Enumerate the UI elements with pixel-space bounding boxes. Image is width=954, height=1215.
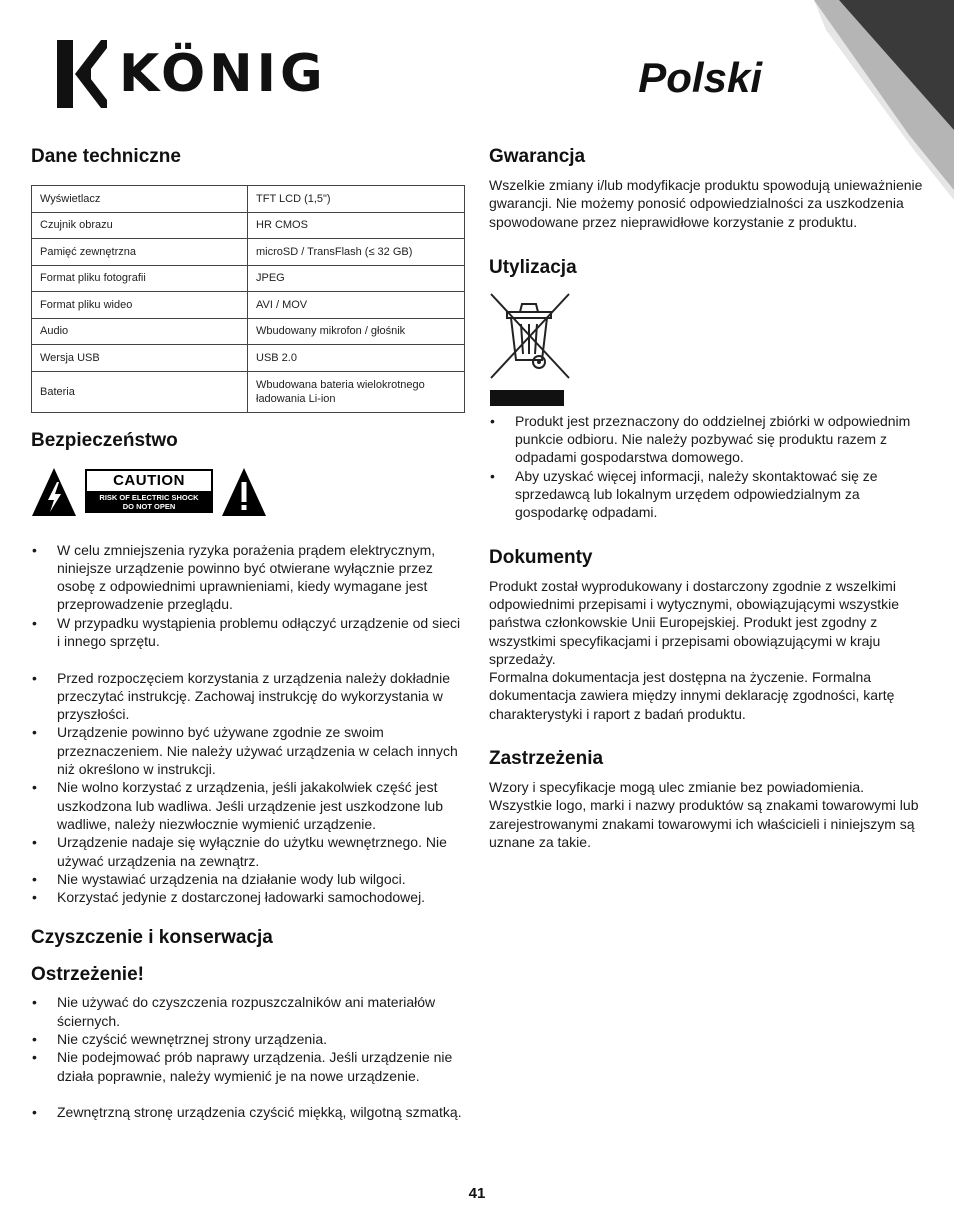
weee-bin <box>489 292 573 410</box>
caution-line-2: DO NOT OPEN <box>122 501 176 511</box>
spec-key: Audio <box>32 318 248 345</box>
spec-value: AVI / MOV <box>248 292 465 319</box>
list-item: • Przed rozpoczęciem korzystania z urządzenia należy dokładnie przeczytać instrukcję. Zachowaj instrukcję do wykorzystania w przyszłości. <box>31 669 465 724</box>
spec-key: Bateria <box>32 371 248 412</box>
spec-value: HR CMOS <box>248 212 465 239</box>
right-column <box>489 146 929 851</box>
list-item: • Produkt jest przeznaczony do oddzielnej zbiórki w odpowiednim punkcie odbioru. Nie należy pozbywać się produktu razem z odpadami gospodarstwa domowego. <box>489 412 929 467</box>
spec-key: Czujnik obrazu <box>32 212 248 239</box>
konig-k-icon <box>57 40 107 108</box>
caution-label <box>31 466 465 526</box>
warranty-text: Wszelkie zmiany i/lub modyfikacje produktu spowodują unieważnienie gwarancji. Nie możemy ponosić odpowiedzialności za uszkodzenia spowodowane przez nieprawidłowe korzystanie z produktu. <box>489 177 923 230</box>
page-number: 41 <box>468 1185 486 1202</box>
table-row <box>32 239 465 266</box>
list-item: • Nie wolno korzystać z urządzenia, jeśli jakakolwiek część jest uszkodzona lub wadliwa. Jeśli urządzenie jest uszkodzone lub wadliwe, należy niezwłocznie wymienić urządzenie. <box>31 778 465 833</box>
list-item: • Aby uzyskać więcej informacji, należy skontaktować się ze sprzedawcą lub lokalnym urzędem odpowiedzialnym za gospodarkę odpadami. <box>489 467 929 522</box>
list-item: • Korzystać jedynie z dostarczonej ładowarki samochodowej. <box>31 888 465 906</box>
caution-box <box>85 469 213 513</box>
cleaning-heading: Czyszczenie i konserwacja <box>31 927 273 949</box>
spec-key: Wyświetlacz <box>32 186 248 213</box>
table-row <box>32 186 465 213</box>
caution-line-1: RISK OF ELECTRIC SHOCK <box>99 492 199 502</box>
list-item: • Zewnętrzną stronę urządzenia czyścić miękką, wilgotną szmatką. <box>31 1103 465 1121</box>
spec-value: JPEG <box>248 265 465 292</box>
table-row <box>32 318 465 345</box>
documents-heading: Dokumenty <box>489 546 593 568</box>
brand-logo <box>57 40 327 110</box>
spec-value: USB 2.0 <box>248 345 465 372</box>
caution-heading: CAUTION <box>87 471 211 491</box>
safety-list <box>31 541 465 907</box>
list-item: • W celu zmniejszenia ryzyka porażenia prądem elektrycznym, niniejsze urządzenie powinno być otwierane wyłącznie przez osobę z odpowiednimi uprawnieniami, kiedy wymagane jest przeprowadzenie przeglądu. <box>31 541 465 614</box>
disclaimer-heading: Zastrzeżenia <box>489 748 604 770</box>
spec-key: Format pliku fotografii <box>32 265 248 292</box>
list-item: • W przypadku wystąpienia problemu odłączyć urządzenie od sieci i innego sprzętu. <box>31 614 465 651</box>
table-row <box>32 265 465 292</box>
language-title: Polski <box>638 54 762 101</box>
table-row <box>32 292 465 319</box>
list-item: • Nie wystawiać urządzenia na działanie wody lub wilgoci. <box>31 870 465 888</box>
spec-value: microSD / TransFlash (≤ 32 GB) <box>248 239 465 266</box>
left-column <box>31 146 465 1122</box>
list-item: • Nie używać do czyszczenia rozpuszczalników ani materiałów ściernych. <box>31 993 465 1030</box>
brand-wordmark: KÖNIG <box>119 44 327 104</box>
specs-table <box>31 185 465 413</box>
cleaning-list <box>31 993 465 1121</box>
documents-text-formal: Formalna dokumentacja jest dostępna na życzenie. Formalna dokumentacja zawiera między innymi deklarację zgodności, kartę charakterystyki i raport z badań produktu. <box>489 669 895 722</box>
electric-shock-warning-icon <box>31 466 77 518</box>
warranty-heading: Gwarancja <box>489 146 586 167</box>
list-item: • Nie podejmować prób naprawy urządzenia. Jeśli urządzenie nie działa poprawnie, należy wymienić je na nowe urządzenie. <box>31 1048 465 1085</box>
table-row <box>32 212 465 239</box>
table-row <box>32 345 465 372</box>
disposal-heading: Utylizacja <box>489 256 577 278</box>
disclaimer-text: Wzory i specyfikacje mogą ulec zmianie bez powiadomienia. Wszystkie logo, marki i nazwy produktów są znakami towarowymi lub zarejestrowanymi znakami towarowymi ich właścicieli i niniejszym są uznane za takie. <box>489 779 919 850</box>
list-item: • Urządzenie nadaje się wyłącznie do użytku wewnętrznego. Nie używać urządzenia na zewnątrz. <box>31 833 465 870</box>
bin-underline-bar <box>490 390 564 406</box>
spec-key: Wersja USB <box>32 345 248 372</box>
spec-key: Format pliku wideo <box>32 292 248 319</box>
exclamation-warning-icon <box>221 466 267 518</box>
table-row <box>32 371 465 412</box>
warning-heading: Ostrzeżenie! <box>31 964 144 986</box>
specs-heading: Dane techniczne <box>31 146 181 167</box>
spec-value: Wbudowana bateria wielokrotnego ładowania Li-ion <box>248 371 465 412</box>
crossed-out-bin-icon <box>489 292 573 388</box>
spec-value: Wbudowany mikrofon / głośnik <box>248 318 465 345</box>
disposal-list <box>489 412 929 522</box>
safety-heading: Bezpieczeństwo <box>31 429 178 451</box>
spec-key: Pamięć zewnętrzna <box>32 239 248 266</box>
list-item: • Urządzenie powinno być używane zgodnie ze swoim przeznaczeniem. Nie należy używać urządzenia w celach innych niż określono w instrukcji. <box>31 723 465 778</box>
spec-value: TFT LCD (1,5") <box>248 186 465 213</box>
documents-text: Produkt został wyprodukowany i dostarczony zgodnie z wszelkimi odpowiednimi przepisami i wytycznymi, obowiązującymi wszystkie państwa członkowskie Unii Europejskiej. Produkt jest zgodny z wszystkimi specyfikacjami i przepisami obowiązującymi w kraju sprzedaży. <box>489 577 900 667</box>
list-item: • Nie czyścić wewnętrznej strony urządzenia. <box>31 1030 465 1048</box>
